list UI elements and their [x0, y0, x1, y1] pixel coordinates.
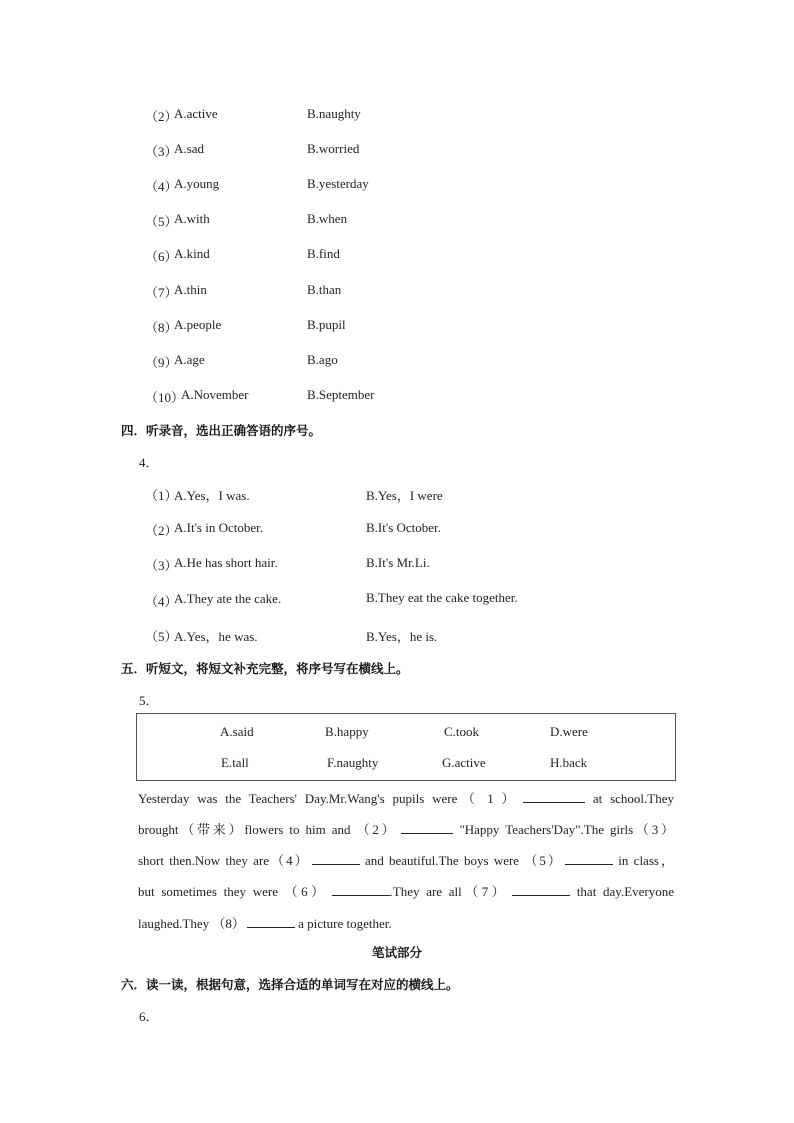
- passage-line: [138, 819, 674, 838]
- passage-line: [138, 850, 674, 869]
- answer-blank[interactable]: [247, 915, 295, 928]
- item-number: （5）: [145, 214, 178, 229]
- passage-line: [138, 913, 392, 932]
- option-a: A.active: [174, 106, 218, 121]
- item-number: （5）: [145, 629, 178, 644]
- item-number: （3）: [145, 144, 178, 159]
- question-number: 5．: [139, 693, 159, 708]
- option-a: A.They ate the cake.: [174, 591, 282, 606]
- option-b: B.It's Mr.Li.: [366, 555, 430, 570]
- option-row: [0, 211, 794, 231]
- option-b: B.than: [307, 282, 342, 297]
- passage-text: Yesterday was the Teachers' Day.Mr.Wang's pupils were（ 1 ）: [138, 791, 520, 806]
- answer-blank[interactable]: [512, 883, 570, 896]
- option-row: [0, 141, 794, 161]
- passage-text: .They are all（7）: [389, 884, 509, 899]
- option-a: A.He has short hair.: [174, 555, 278, 570]
- option-row: [0, 520, 794, 540]
- passage-text: at school.They: [585, 791, 674, 806]
- item-number: （1）: [145, 488, 178, 503]
- item-number: （3）: [145, 558, 178, 573]
- option-a: A.Yes，I was.: [174, 488, 250, 503]
- option-a: A.young: [174, 176, 220, 191]
- passage-text: and beautiful.The boys were （5）: [359, 853, 563, 868]
- section-heading: 五．听短文，将短文补充完整，将序号写在横线上。: [121, 661, 409, 676]
- answer-blank[interactable]: [401, 821, 453, 834]
- option-b: B.yesterday: [307, 176, 369, 191]
- answer-blank[interactable]: [332, 883, 390, 896]
- option-row: [0, 176, 794, 196]
- passage-text: laughed.They （8）: [138, 916, 245, 931]
- option-a: A.people: [174, 317, 222, 332]
- word-bank-item: G.active: [442, 755, 486, 770]
- option-b: B.when: [307, 211, 348, 226]
- item-number: （4）: [145, 594, 178, 609]
- item-number: （10）: [145, 390, 185, 405]
- word-bank-item: H.back: [550, 755, 588, 770]
- option-row: [0, 626, 794, 646]
- option-a: A.thin: [174, 282, 207, 297]
- option-row: [0, 591, 794, 611]
- option-row: [0, 317, 794, 337]
- item-number: （6）: [145, 249, 178, 264]
- option-row: [0, 352, 794, 372]
- passage-text: short then.Now they are（4）: [138, 853, 310, 868]
- item-number: （8）: [145, 320, 178, 335]
- option-a: A.with: [174, 211, 210, 226]
- answer-blank[interactable]: [523, 790, 585, 803]
- option-b: B.They eat the cake together.: [366, 590, 518, 605]
- item-number: （7）: [145, 285, 178, 300]
- option-row: [0, 387, 794, 407]
- option-b: B.Yes，he is.: [366, 629, 438, 644]
- question-number: 4．: [139, 455, 159, 470]
- passage-line: [138, 788, 674, 807]
- option-row: [0, 485, 794, 505]
- word-bank-item: E.tall: [221, 755, 249, 770]
- answer-blank[interactable]: [312, 852, 360, 865]
- word-bank-item: B.happy: [325, 724, 369, 739]
- option-b: B.find: [307, 246, 340, 261]
- written-section-title: 笔试部分: [371, 945, 422, 960]
- option-a: A.age: [174, 352, 205, 367]
- item-number: （2）: [145, 109, 178, 124]
- option-b: B.naughty: [307, 106, 361, 121]
- option-b: B.It's October.: [366, 520, 441, 535]
- option-a: A.kind: [174, 246, 210, 261]
- section-heading: 四．听录音，选出正确答语的序号。: [121, 423, 322, 438]
- option-b: B.Yes，I were: [366, 488, 443, 503]
- section-heading: 六．读一读，根据句意，选择合适的单词写在对应的横线上。: [121, 977, 459, 992]
- passage-text: in class，: [612, 853, 674, 868]
- option-a: A.November: [181, 387, 249, 402]
- option-b: B.worried: [307, 141, 360, 156]
- option-b: B.September: [307, 387, 375, 402]
- question-number: 6．: [139, 1009, 159, 1024]
- option-row: [0, 555, 794, 575]
- passage-line: [138, 881, 674, 900]
- passage-text: that day.Everyone: [570, 884, 674, 899]
- word-bank-item: D.were: [550, 724, 588, 739]
- passage-text: brought（带来）flowers to him and （2）: [138, 822, 398, 837]
- item-number: （2）: [145, 523, 178, 538]
- option-b: B.pupil: [307, 317, 346, 332]
- word-bank-item: C.took: [444, 724, 480, 739]
- option-a: A.sad: [174, 141, 204, 156]
- word-bank-item: A.said: [220, 724, 254, 739]
- passage-text: a picture together.: [294, 916, 392, 931]
- option-row: [0, 246, 794, 266]
- option-b: B.ago: [307, 352, 338, 367]
- word-bank-box: [136, 713, 676, 781]
- answer-blank[interactable]: [565, 852, 613, 865]
- word-bank-item: F.naughty: [327, 755, 379, 770]
- passage-text: but sometimes they were （6）: [138, 884, 328, 899]
- item-number: （4）: [145, 179, 178, 194]
- passage-text: "Happy Teachers'Day".The girls（3）: [453, 822, 674, 837]
- option-row: [0, 106, 794, 126]
- option-a: A.It's in October.: [174, 520, 263, 535]
- option-row: [0, 282, 794, 302]
- item-number: （9）: [145, 355, 178, 370]
- option-a: A.Yes，he was.: [174, 629, 258, 644]
